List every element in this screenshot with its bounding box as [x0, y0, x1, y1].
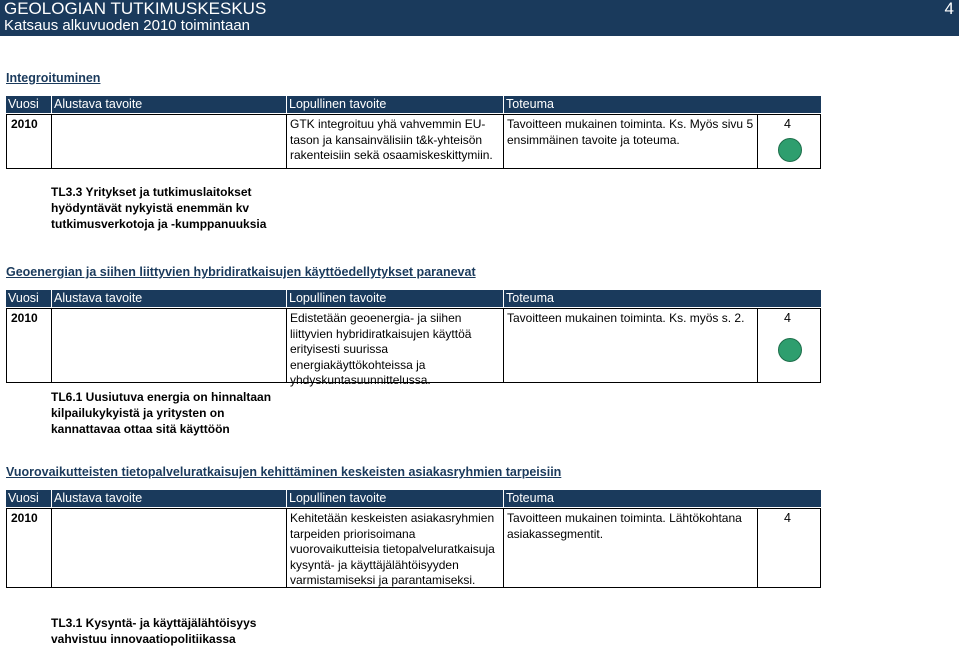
section-title-geoenergia: Geoenergian ja siihen liittyvien hybridiratkaisujen käyttöedellytykset paranevat: [6, 265, 476, 279]
table-row: [6, 508, 821, 588]
report-header: [0, 0, 959, 36]
final-target-cell: Kehitetään keskeisten asiakasryhmien tarpeiden priorisoimana vuorovaikutteisia tietopalveluratkaisuja kysyntä- ja käyttäjälähtöisyyden varmistamiseksi ja parantamiseksi.: [290, 511, 495, 587]
col-preliminary: Alustava tavoite: [54, 291, 143, 305]
rating-value: 4: [784, 511, 791, 525]
col-final: Lopullinen tavoite: [289, 97, 387, 111]
table-header: [6, 96, 821, 113]
col-year: Vuosi: [8, 491, 39, 505]
strategic-target-label: TL3.3 Yritykset ja tutkimuslaitokset hyödyntävät nykyistä enemmän kv tutkimusverkotoja ja -kumppanuuksia: [51, 185, 267, 231]
status-indicator-icon: [778, 338, 802, 362]
col-final: Lopullinen tavoite: [289, 491, 387, 505]
table-row: [6, 308, 821, 387]
report-title: GEOLOGIAN TUTKIMUSKESKUS: [4, 0, 267, 18]
page-number: 4: [944, 0, 954, 18]
strategic-target-label: TL6.1 Uusiutuva energia on hinnaltaan kilpailukykyistä ja yritysten on kannattavaa ottaa sitä käyttöön: [51, 390, 272, 436]
table-row: [6, 114, 821, 169]
col-preliminary: Alustava tavoite: [54, 491, 143, 505]
section-title-vuorovaikutteiset: Vuorovaikutteisten tietopalveluratkaisujen kehittäminen keskeisten asiakasryhmien tarpeisiin: [6, 465, 562, 479]
col-final: Lopullinen tavoite: [289, 291, 387, 305]
status-indicator-icon: [778, 138, 802, 162]
table-header: [6, 490, 821, 507]
outcome-cell: Tavoitteen mukainen toiminta. Ks. Myös sivu 5 ensimmäinen tavoite ja toteuma.: [507, 117, 754, 147]
year-cell: 2010: [11, 117, 38, 131]
final-target-cell: Edistetään geoenergia- ja siihen liittyvien hybridiratkaisujen käyttöä erityisesti suurissa energiakäyttökohteissa ja yhdyskuntasuunnittelussa.: [290, 311, 472, 387]
col-outcome: Toteuma: [506, 97, 554, 111]
report-subtitle: Katsaus alkuvuoden 2010 toimintaan: [4, 17, 251, 34]
year-cell: 2010: [11, 511, 38, 525]
col-preliminary: Alustava tavoite: [54, 97, 143, 111]
year-cell: 2010: [11, 311, 38, 325]
col-year: Vuosi: [8, 291, 39, 305]
col-outcome: Toteuma: [506, 491, 554, 505]
rating-value: 4: [784, 311, 791, 325]
outcome-cell: Tavoitteen mukainen toiminta. Ks. myös s. 2.: [507, 311, 745, 325]
rating-value: 4: [784, 117, 791, 131]
outcome-cell: Tavoitteen mukainen toiminta. Lähtökohtana asiakassegmentit.: [507, 511, 742, 541]
final-target-cell: GTK integroituu yhä vahvemmin EU- tason ja kansainvälisiin t&k-yhteisön rakenteisiin sekä osaamiskeskittymiin.: [290, 117, 493, 162]
section-title-integroituminen: Integroituminen: [6, 71, 101, 85]
table-header: [6, 290, 821, 307]
col-year: Vuosi: [8, 97, 39, 111]
strategic-target-label: TL3.1 Kysyntä- ja käyttäjälähtöisyys vahvistuu innovaatiopolitiikassa: [51, 616, 257, 646]
col-outcome: Toteuma: [506, 291, 554, 305]
